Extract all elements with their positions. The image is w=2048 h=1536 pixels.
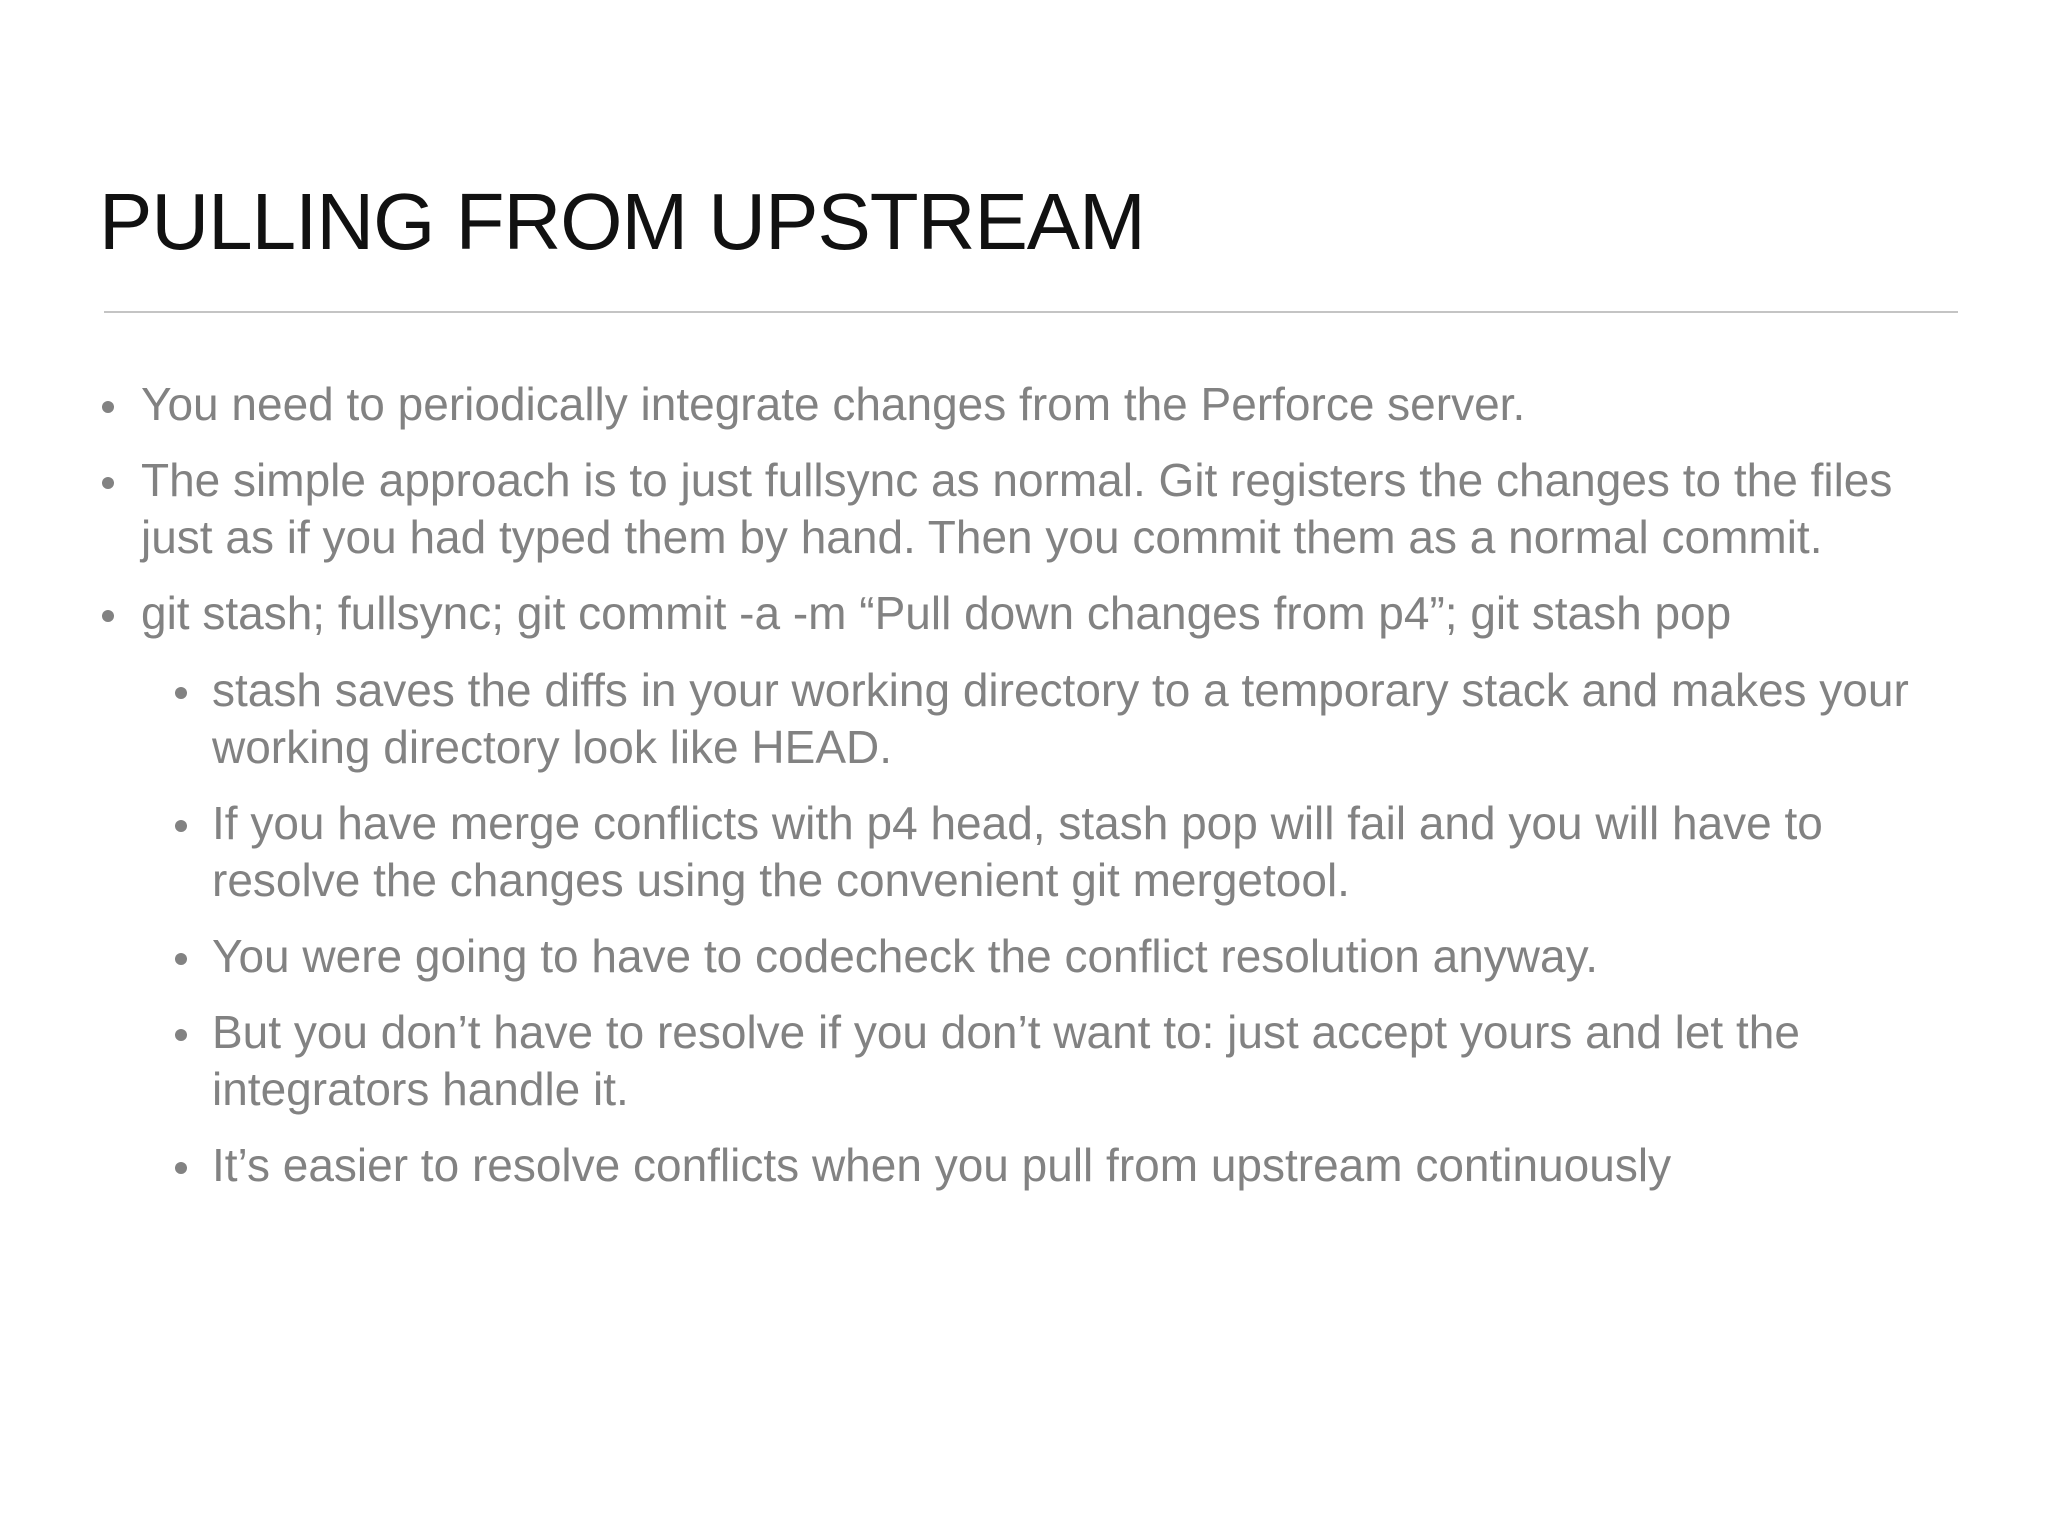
bullet-dot-icon <box>102 477 114 489</box>
sub-bullet-item <box>212 1137 1952 1194</box>
bullet-dot-icon <box>175 1162 187 1174</box>
bullet-dot-icon <box>102 401 114 413</box>
sub-bullet-item <box>212 795 1952 909</box>
sub-bullet-item <box>212 662 1952 776</box>
bullet-item <box>141 585 1941 642</box>
bullet-dot-icon <box>175 820 187 832</box>
sub-bullet-text: If you have merge conflicts with p4 head, stash pop will fail and you will have to resolve the changes using the convenient git mergetool. <box>212 797 1823 906</box>
bullet-dot-icon <box>175 1029 187 1041</box>
sub-bullet-text: It’s easier to resolve conflicts when you pull from upstream continuously <box>212 1139 1672 1191</box>
bullet-item <box>141 376 1941 433</box>
bullet-text: You need to periodically integrate changes from the Perforce server. <box>141 378 1526 430</box>
sub-bullet-item <box>212 928 1952 985</box>
bullet-dot-icon <box>175 687 187 699</box>
title-divider <box>104 311 1958 313</box>
bullet-dot-icon <box>175 953 187 965</box>
slide-title: PULLING FROM UPSTREAM <box>99 177 1145 266</box>
bullet-dot-icon <box>102 610 114 622</box>
sub-bullet-item <box>212 1004 1952 1118</box>
bullet-text: git stash; fullsync; git commit -a -m “Pull down changes from p4”; git stash pop <box>141 587 1732 639</box>
sub-bullet-text: But you don’t have to resolve if you don’t want to: just accept yours and let the integrators handle it. <box>212 1006 1800 1115</box>
bullet-text: The simple approach is to just fullsync as normal. Git registers the changes to the files just as if you had typed them by hand. Then you commit them as a normal commit. <box>141 454 1893 563</box>
sub-bullet-text: You were going to have to codecheck the conflict resolution anyway. <box>212 930 1598 982</box>
bullet-list <box>0 376 2048 1194</box>
sub-bullet-text: stash saves the diffs in your working directory to a temporary stack and makes your working directory look like HEAD. <box>212 664 1909 773</box>
bullet-item <box>141 452 1941 566</box>
